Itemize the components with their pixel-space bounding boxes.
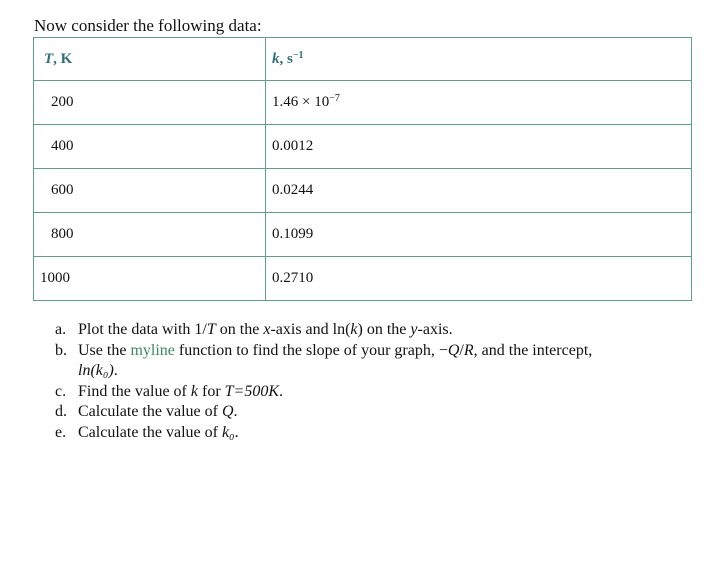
question-list [55,320,615,443]
question-d-text-1: Calculate the value of [78,403,222,420]
question-c-text-2: for [197,382,225,400]
question-a [55,320,615,341]
question-a-text-5: -axis. [417,321,453,338]
header-temperature [34,38,266,81]
question-a-var-y: y [410,321,418,338]
cell-rate-constant: 0.2710 [266,257,692,301]
question-c-marker: c. [55,382,67,400]
header-t-unit: , K [53,50,73,67]
header-k-symbol: k [272,50,280,67]
table-row [34,125,692,169]
intro-text: Now consider the following data: [34,16,262,35]
table-row [34,169,692,213]
question-c [55,382,615,403]
question-e-marker: e. [55,423,67,441]
table-row [34,81,692,125]
question-d [55,402,615,423]
header-k-exponent: −1 [292,49,304,61]
question-c-text-3: . [279,382,284,400]
question-b-slash: / [459,341,464,359]
question-e-var-k0: k₀ [221,423,235,441]
table-row [34,257,692,301]
question-a-var-k: k [350,321,358,338]
question-a-var-t: T [206,321,216,338]
question-b-var-q: Q [447,341,460,359]
question-e-text-2: . [234,423,239,441]
cell-temperature: 800 [34,213,266,257]
question-b [55,341,615,382]
cell-temperature: 600 [34,169,266,213]
rate-mantissa: 1.46 × 10 [272,94,330,110]
question-b-text-2: function to find the slope of your graph, − [174,341,448,359]
header-k-unit: , s [279,50,293,67]
question-b-text-3: , and the intercept, [473,341,593,359]
question-a-marker: a. [55,321,67,338]
question-a-text-3: -axis and ln( [270,321,351,338]
cell-rate-constant: 0.1099 [266,213,692,257]
question-c-text-1: Find the value of [78,382,191,400]
cell-temperature: 200 [34,81,266,125]
question-d-marker: d. [55,403,67,420]
question-b-text-4: . [113,362,118,379]
question-a-text-1: Plot the data with 1/ [78,321,207,338]
question-e [55,423,615,444]
question-b-text-1: Use the [78,341,131,359]
question-e-text-1: Calculate the value of [78,423,222,441]
question-b-var-r: R [463,341,474,359]
cell-temperature: 1000 [34,257,266,301]
rate-exponent: −7 [329,93,340,104]
question-c-var-k: k [190,382,198,400]
question-a-text-2: on the [215,321,264,338]
cell-temperature: 400 [34,125,266,169]
cell-rate-constant [266,81,692,125]
question-d-text-2: . [233,403,238,420]
question-b-marker: b. [55,341,67,359]
question-c-var-t: T=500K [224,382,280,400]
myline-link[interactable]: myline [130,341,175,359]
data-table [33,37,692,301]
cell-rate-constant: 0.0244 [266,169,692,213]
question-d-var-q: Q [221,403,234,420]
header-rate-constant [266,38,692,81]
table-header-row [34,38,692,81]
cell-rate-constant: 0.0012 [266,125,692,169]
table-row [34,213,692,257]
question-a-var-x: x [263,321,271,338]
header-t-symbol: T [44,50,54,67]
question-a-text-4: ) on the [357,321,411,338]
question-b-var-lnk0: ln(k₀) [78,362,114,379]
